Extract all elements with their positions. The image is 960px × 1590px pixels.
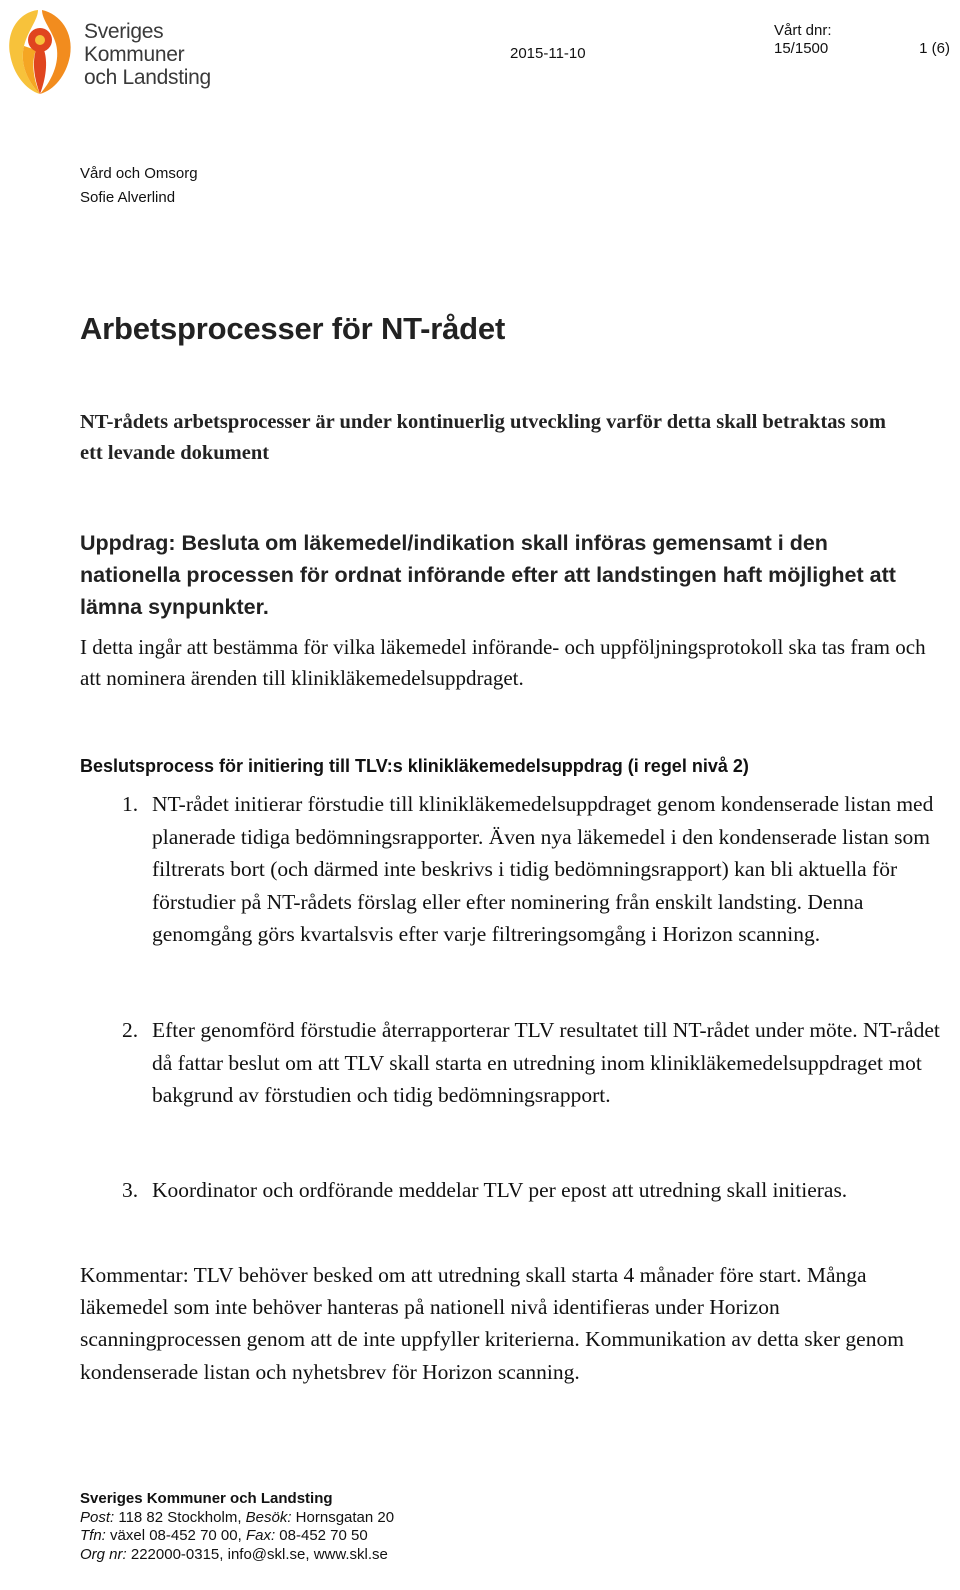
reference-label: Vårt dnr: xyxy=(774,22,832,39)
list-item xyxy=(80,1174,940,1207)
mission-statement: Uppdrag: Besluta om läkemedel/indikation skall införas gemensamt i den nationella processen för ordnat införande efter att landstingen haft möjlighet att lämna synpunkter. xyxy=(80,531,896,619)
process-heading: Beslutsprocess för initiering till TLV:s klinikläkemedelsuppdrag (i regel nivå 2) xyxy=(80,756,749,776)
footer-org-number xyxy=(80,1546,394,1565)
footer-phone xyxy=(80,1527,394,1546)
logo-line-1: Sveriges xyxy=(84,20,164,43)
footer-post-value: 118 82 Stockholm, xyxy=(114,1508,246,1526)
list-item xyxy=(80,788,940,951)
footer-address xyxy=(80,1509,394,1528)
list-item-number: 1. xyxy=(122,792,139,816)
sender-name: Sofie Alverlind xyxy=(80,189,176,206)
footer xyxy=(80,1490,394,1564)
intro-paragraph: NT-rådets arbetsprocesser är under kontinuerlig utveckling varför detta skall betraktas som ett levande dokument xyxy=(80,411,886,464)
footer-organization: Sveriges Kommuner och Landsting xyxy=(80,1490,333,1507)
list-item-text: Efter genomförd förstudie återrapporterar TLV resultatet till NT-rådet under möte. NT-rådet då fattar beslut om att TLV skall starta en utredning inom klinikläkemedelsuppdraget mot bakgrund av förstudien och tidig bedömningsrapport. xyxy=(152,1018,940,1107)
skl-flower-icon xyxy=(4,6,76,98)
document-date: 2015-11-10 xyxy=(510,45,586,62)
logo-line-2: Kommuner xyxy=(84,43,185,66)
footer-fax-label: Fax: xyxy=(245,1527,276,1544)
reference-number: 15/1500 xyxy=(774,40,829,57)
footer-visit-label: Besök: xyxy=(245,1508,292,1526)
footer-fax-value: 08-452 70 50 xyxy=(275,1527,368,1544)
list-item-text: NT-rådet initierar förstudie till klinikläkemedelsuppdraget genom kondenserade listan med planerade tidiga bedömningsrapporter. Även nya läkemedel i den kondenserade listan som filtrerats bort (och därmed inte beskrivs i tidig bedömningsrapport) kan bli aktuella för förstudier på NT-rådets förslag eller efter nominering från enskilt landsting. Denna genomgång görs kvartalsvis efter varje filtreringsomgång i Horizon scanning. xyxy=(152,792,934,946)
list-item xyxy=(80,1014,940,1112)
footer-org-label: Org nr: xyxy=(80,1545,127,1563)
list-item-text: Koordinator och ordförande meddelar TLV per epost att utredning skall initieras. xyxy=(152,1178,848,1202)
footer-phone-label: Tfn: xyxy=(80,1527,106,1544)
page-number: 1 (6) xyxy=(919,40,950,57)
footer-phone-value: växel 08-452 70 00, xyxy=(105,1527,246,1544)
logo-wordmark xyxy=(84,20,211,89)
footer-post-label: Post: xyxy=(80,1508,115,1526)
list-item-number: 3. xyxy=(122,1178,139,1202)
sender-department: Vård och Omsorg xyxy=(80,165,198,182)
footer-org-value: 222000-0315, info@skl.se, www.skl.se xyxy=(126,1545,388,1563)
footer-visit-value: Hornsgatan 20 xyxy=(291,1508,395,1526)
skl-logo xyxy=(4,6,234,98)
mission-detail: I detta ingår att bestämma för vilka läkemedel införande- och uppföljningsprotokoll ska tas fram och att nominera ärenden till klinikläkemedelsuppdraget. xyxy=(80,635,926,690)
comment-paragraph: Kommentar: TLV behöver besked om att utredning skall starta 4 månader före start. Många läkemedel som inte behöver hanteras på nationell nivå identifieras under Horizon scanningprocessen genom att de inte uppfyller kriterierna. Kommunikation av detta sker genom kondenserade listan och nyhetsbrev för Horizon scanning. xyxy=(80,1263,904,1384)
list-item-number: 2. xyxy=(122,1018,139,1042)
page-title: Arbetsprocesser för NT-rådet xyxy=(80,311,506,346)
logo-line-3: och Landsting xyxy=(84,66,211,89)
